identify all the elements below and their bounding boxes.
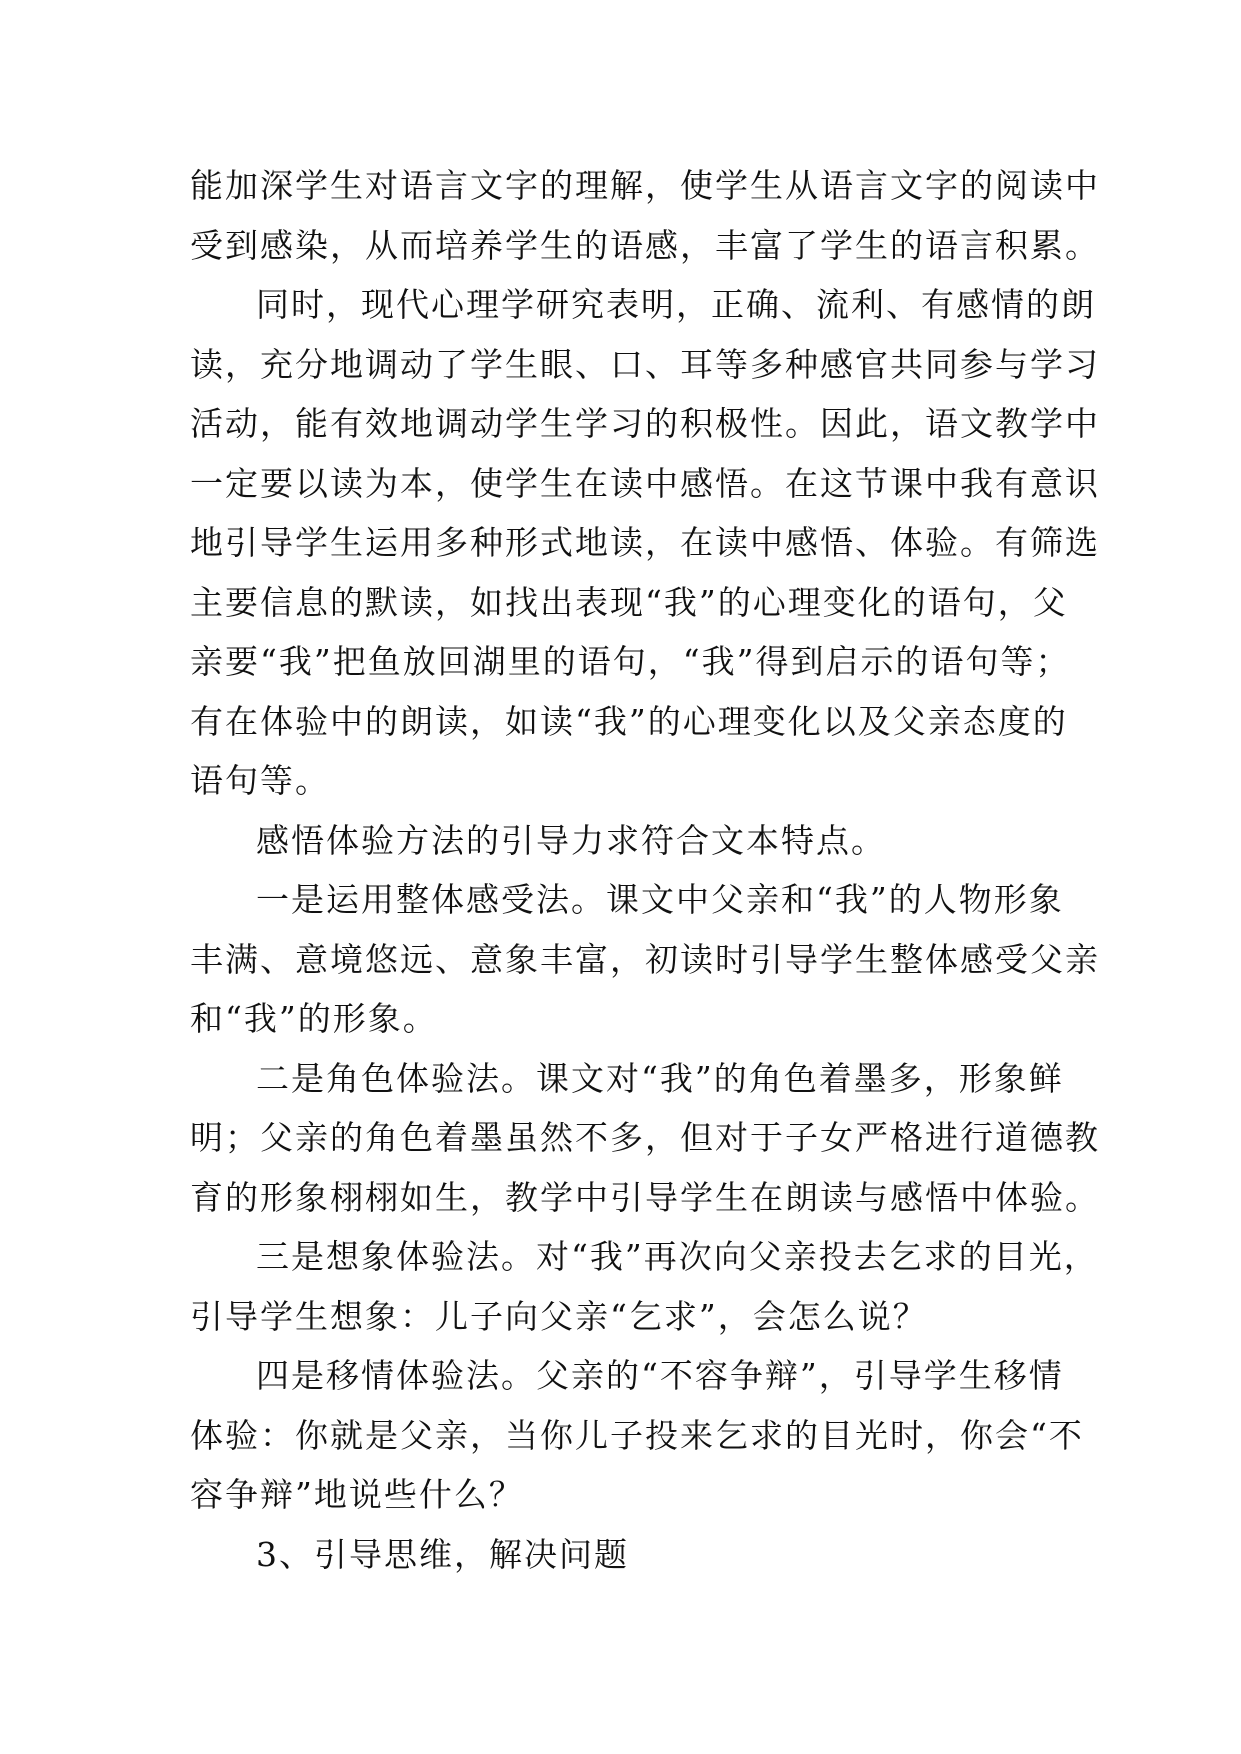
text-line: 读，充分地调动了学生眼、口、耳等多种感官共同参与学习 (190, 344, 1100, 384)
text-line: 地引导学生运用多种形式地读，在读中感悟、体验。有筛选 (190, 523, 1100, 562)
paragraph-start-line: 一是运用整体感受法。课文中父亲和“我”的人物形象 (256, 880, 1064, 919)
text-line: 语句等。 (190, 761, 330, 800)
paragraph-start-line: 同时，现代心理学研究表明，正确、流利、有感情的朗 (256, 285, 1096, 324)
paragraph-start-line: 三是想象体验法。对“我”再次向父亲投去乞求的目光， (256, 1237, 1099, 1276)
paragraph-start-line: 四是移情体验法。父亲的“不容争辩”，引导学生移情 (256, 1356, 1064, 1395)
text-line: 引导学生想象：儿子向父亲“乞求”，会怎么说？ (190, 1296, 928, 1336)
text-line: 明；父亲的角色着墨虽然不多，但对于子女严格进行道德教 (190, 1118, 1100, 1157)
paragraph-start-line: 感悟体验方法的引导力求符合文本特点。 (256, 820, 886, 860)
text-line: 丰满、意境悠远、意象丰富，初读时引导学生整体感受父亲 (190, 939, 1100, 979)
text-line: 容争辩”地说些什么？ (190, 1475, 524, 1514)
text-line: 体验：你就是父亲，当你儿子投来乞求的目光时，你会“不 (190, 1415, 1084, 1455)
text-line: 一定要以读为本，使学生在读中感悟。在这节课中我有意识 (190, 463, 1100, 503)
text-line: 和“我”的形象。 (190, 999, 438, 1038)
body-text (190, 156, 1100, 1584)
text-line: 受到感染，从而培养学生的语感，丰富了学生的语言积累。 (190, 225, 1100, 265)
text-line: 主要信息的默读，如找出表现“我”的心理变化的语句，父 (190, 582, 1068, 622)
text-line: 活动，能有效地调动学生学习的积极性。因此，语文教学中 (190, 404, 1100, 443)
text-line: 亲要“我”把鱼放回湖里的语句，“我”得到启示的语句等； (190, 642, 1071, 681)
text-line: 有在体验中的朗读，如读“我”的心理变化以及父亲态度的 (190, 701, 1068, 741)
section-heading: 3、引导思维，解决问题 (256, 1534, 629, 1574)
text-line: 能加深学生对语言文字的理解，使学生从语言文字的阅读中 (190, 166, 1100, 205)
paragraph-start-line: 二是角色体验法。课文对“我”的角色着墨多，形象鲜 (256, 1058, 1064, 1098)
text-line: 育的形象栩栩如生，教学中引导学生在朗读与感悟中体验。 (190, 1177, 1100, 1217)
